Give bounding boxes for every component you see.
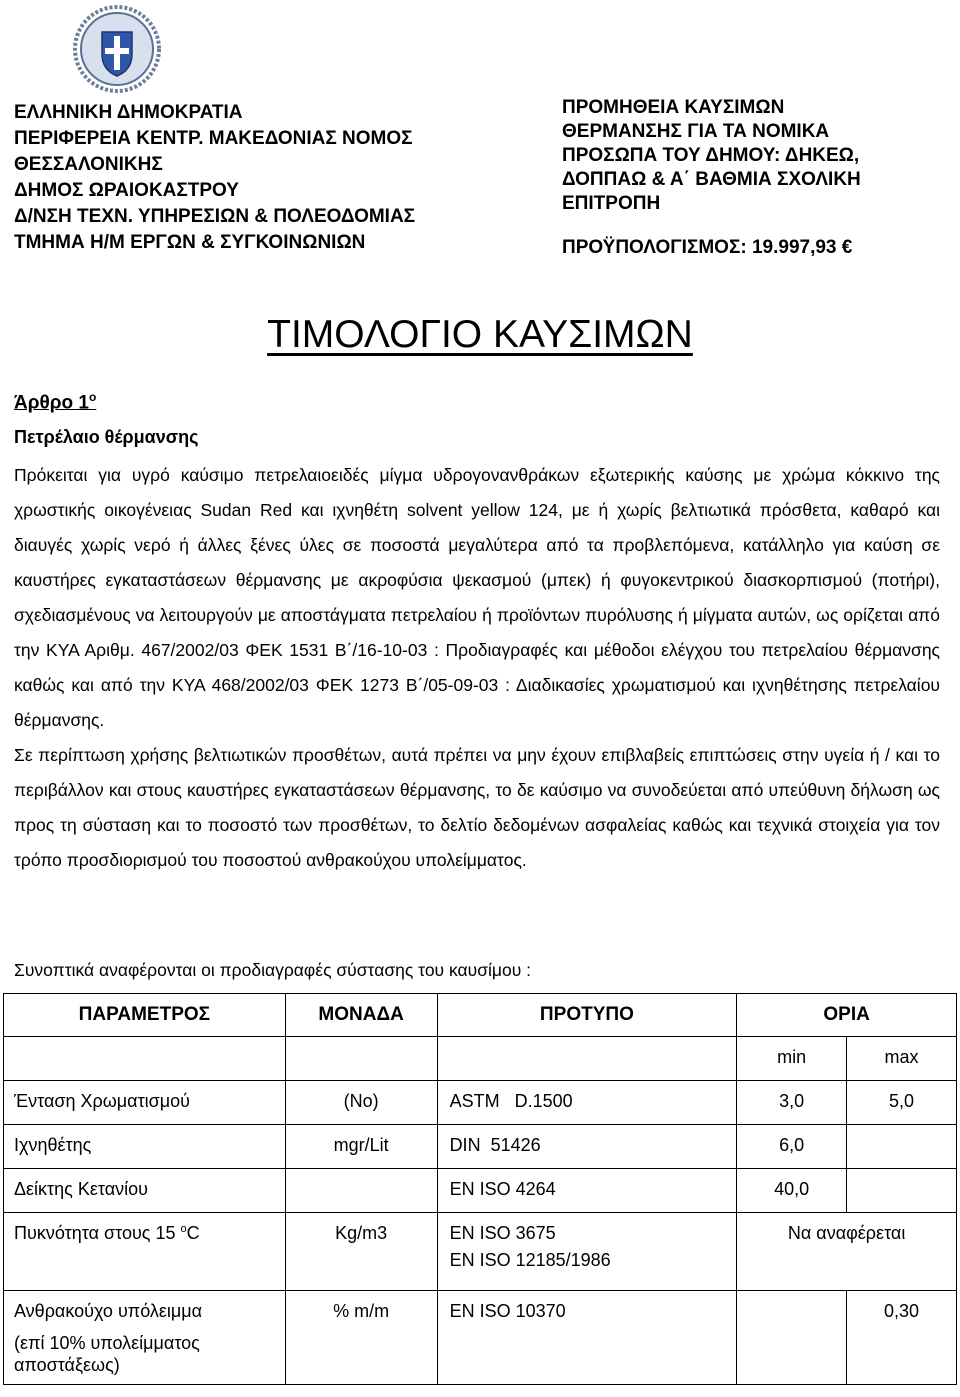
param-text: Ανθρακούχο υπόλειμμα — [14, 1301, 203, 1321]
param-text: Πυκνότητα στους 15 — [14, 1223, 176, 1243]
table-row — [4, 1213, 957, 1291]
section-subheading: Πετρέλαιο θέρμανσης — [14, 427, 199, 447]
table-header-row — [4, 994, 957, 1037]
max-cell — [847, 1125, 957, 1169]
issuer-line: ΕΛΛΗΝΙΚΗ ΔΗΜΟΚΡΑΤΙΑ — [14, 102, 243, 123]
param-cell: Ιχνηθέτης — [4, 1125, 286, 1169]
project-line: ΘΕΡΜΑΝΣΗΣ ΓΙΑ ΤΑ ΝΟΜΙΚΑ — [562, 121, 830, 142]
document-title: ΤΙΜΟΛΟΓΙΟ ΚΑΥΣΙΜΩΝ — [267, 313, 693, 356]
limit-span-cell: Να αναφέρεται — [737, 1213, 957, 1291]
empty-cell — [437, 1037, 737, 1081]
specifications-table — [3, 993, 957, 1385]
article-sup: ο — [88, 390, 97, 404]
degree-sup: ο — [180, 1223, 187, 1235]
table-row — [4, 1169, 957, 1213]
min-cell: 3,0 — [737, 1081, 847, 1125]
empty-cell — [285, 1037, 437, 1081]
project-line: ΔΟΠΠΑΩ & Α΄ ΒΑΘΜΙΑ ΣΧΟΛΙΚΗ — [562, 169, 861, 190]
param-cell — [4, 1213, 286, 1291]
article-heading — [14, 390, 96, 414]
issuer-line: ΠΕΡΙΦΕΡΕΙΑ ΚΕΝΤΡ. ΜΑΚΕΔΟΝΙΑΣ ΝΟΜΟΣ — [14, 128, 413, 149]
param-suffix: C — [186, 1223, 200, 1243]
max-cell: 5,0 — [847, 1081, 957, 1125]
param-cell: Δείκτης Κετανίου — [4, 1169, 286, 1213]
standard-line: EN ISO 12185/1986 — [449, 1250, 611, 1270]
paragraph: Πρόκειται για υγρό καύσιμο πετρελαιοειδές μίγμα υδρογονανθράκων εξωτερικής καύσης με χρώμα κόκκινο της χρωστικής οικογένειας Sudan Red και ιχνηθέτη solvent yellow 124, με ή χωρίς βελτιωτικά πρόσθετα, καθαρό και διαυγές χωρίς νερό ή άλλες ξένες ύλες σε ποσοστά μεγαλύτερα από τα προβλεπόμενα, κατάλληλο για καύση σε καυστήρες εγκαταστάσεων θέρμανσης με ακροφύσια ψεκασμού (μπεκ) ή φυγοκεντρικού διασκορπισμού (ποτήρι), σχεδιασμένους να λειτουργούν με αποστάγματα πετρελαίου ή προϊόντων πυρόλυσης ή μίγματα αυτών, ως ορίζεται από την ΚΥΑ Αριθμ. 467/2002/03 ΦΕΚ 1531 Β΄/16-10-03 : Προδιαγραφές και μέθοδοι ελέγχου του πετρελαίου θέρμανσης καθώς και από την ΚΥΑ 468/2002/03 ΦΕΚ 1273 Β΄/05-09-03 : Διαδικασίες χρωματισμού και ιχνηθέτησης πετρελαίου θέρμανσης. — [14, 465, 940, 730]
article-label: Άρθρο 1 — [14, 392, 89, 414]
issuer-block — [14, 100, 534, 256]
header-limits: ΟΡΙΑ — [737, 994, 957, 1037]
unit-cell: % m/m — [285, 1291, 437, 1385]
header-param: ΠΑΡΑΜΕΤΡΟΣ — [4, 994, 286, 1037]
unit-cell: (Νο) — [285, 1081, 437, 1125]
project-line: ΠΡΟΜΗΘΕΙΑ ΚΑΥΣΙΜΩΝ — [562, 97, 785, 118]
param-cell: Ένταση Χρωματισμού — [4, 1081, 286, 1125]
unit-cell: Kg/m3 — [285, 1213, 437, 1291]
unit-cell: mgr/Lit — [285, 1125, 437, 1169]
budget-line: ΠΡΟΫΠΟΛΟΓΙΣΜΟΣ: 19.997,93 € — [562, 237, 853, 258]
header-standard: ΠΡΟΤΥΠΟ — [437, 994, 737, 1037]
param-cell — [4, 1291, 286, 1385]
min-cell — [737, 1291, 847, 1385]
standard-cell: EN ISO 4264 — [437, 1169, 737, 1213]
table-row — [4, 1125, 957, 1169]
issuer-line: ΘΕΣΣΑΛΟΝΙΚΗΣ — [14, 154, 163, 175]
max-label: max — [847, 1037, 957, 1081]
issuer-line: ΤΜΗΜΑ Η/Μ ΕΡΓΩΝ & ΣΥΓΚΟΙΝΩΝΙΩΝ — [14, 232, 366, 253]
max-cell — [847, 1169, 957, 1213]
standard-cell: EN ISO 10370 — [437, 1291, 737, 1385]
paragraph: Σε περίπτωση χρήσης βελτιωτικών προσθέτων, αυτά πρέπει να μην έχουν επιβλαβείς επιπτώσεις στην υγεία ή / και το περιβάλλον και στους καυστήρες εγκαταστάσεων θέρμανσης, το δε καύσιμο να συνοδεύεται από υπεύθυνη δήλωση ως προς τη σύσταση και το ποσοστό των προσθέτων, το δελτίο δεδομένων ασφαλείας καθώς και τεχνικά στοιχεία για τον τρόπο προσδιορισμού του ποσοστού ανθρακούχου υπολείμματος. — [14, 745, 940, 870]
table-row — [4, 1081, 957, 1125]
standard-cell: ASTM D.1500 — [437, 1081, 737, 1125]
standard-cell: DIN 51426 — [437, 1125, 737, 1169]
standard-line: EN ISO 3675 — [449, 1223, 556, 1243]
min-label: min — [737, 1037, 847, 1081]
empty-cell — [4, 1037, 286, 1081]
table-subheader-row — [4, 1037, 957, 1081]
standard-cell — [437, 1213, 737, 1291]
table-row — [4, 1291, 957, 1385]
issuer-line: Δ/ΝΣΗ ΤΕΧΝ. ΥΠΗΡΕΣΙΩΝ & ΠΟΛΕΟΔΟΜΙΑΣ — [14, 206, 416, 227]
project-block — [562, 96, 952, 260]
min-cell: 6,0 — [737, 1125, 847, 1169]
min-cell: 40,0 — [737, 1169, 847, 1213]
header-unit: ΜΟΝΑΔΑ — [285, 994, 437, 1037]
param-note: (επί 10% υπολείμματος αποστάξεως) — [14, 1333, 200, 1375]
issuer-line: ΔΗΜΟΣ ΩΡΑΙΟΚΑΣΤΡΟΥ — [14, 180, 239, 201]
greek-republic-seal-icon — [72, 4, 162, 94]
project-line: ΠΡΟΣΩΠΑ ΤΟΥ ΔΗΜΟΥ: ΔΗΚΕΩ, — [562, 145, 860, 166]
project-line: ΕΠΙΤΡΟΠΗ — [562, 193, 661, 214]
body-text — [14, 458, 940, 878]
max-cell: 0,30 — [847, 1291, 957, 1385]
table-intro: Συνοπτικά αναφέρονται οι προδιαγραφές σύστασης του καυσίμου : — [14, 960, 532, 980]
unit-cell — [285, 1169, 437, 1213]
